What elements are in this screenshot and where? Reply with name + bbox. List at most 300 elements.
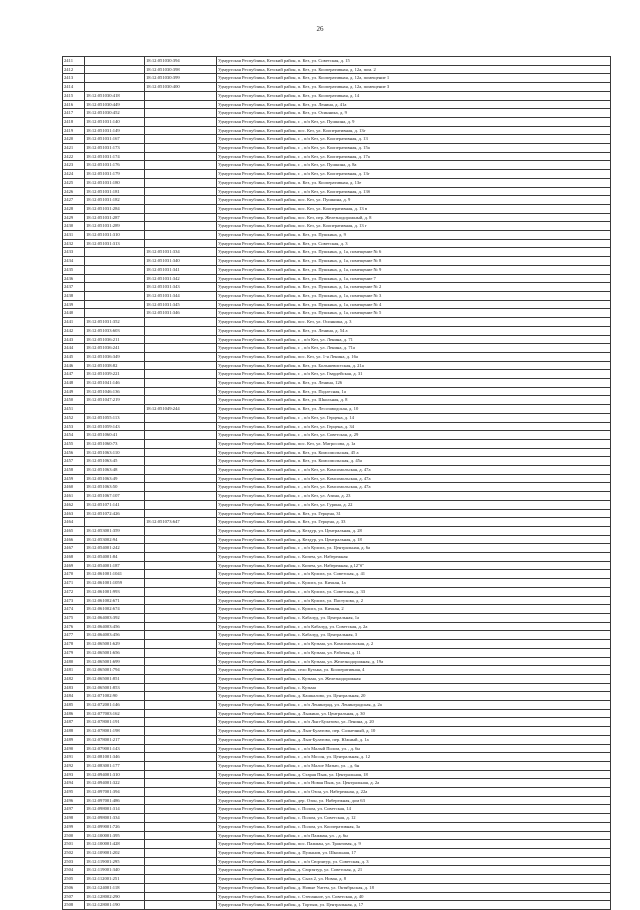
land-cadastral-cell: 18:12:051063:45 (85, 457, 145, 466)
land-cadastral-cell: 18:12:051031:167 (85, 135, 145, 144)
table-row (63, 814, 611, 823)
address-cell: Удмуртская Республика, Кезский район, с. Полом, ул. Советская, 14 (217, 805, 611, 814)
land-cadastral-cell: 18:12:072001:146 (85, 701, 145, 710)
table-row (63, 866, 611, 875)
row-number-cell: 2470 (63, 570, 85, 579)
land-cadastral-cell: 18:12:061001:1059 (85, 579, 145, 588)
address-cell: Удмуртская Республика, Кезский район, г. , п/п Кез, ул. Ленина, д. 71 (217, 335, 611, 344)
land-cadastral-cell: 18:12:051039:221 (85, 370, 145, 379)
row-number-cell: 2487 (63, 718, 85, 727)
row-number-cell: 2476 (63, 622, 85, 631)
address-cell: Удмуртская Республика, Кезский район, пос. Кез, ул. Кооперативная, д. 13 в (217, 204, 611, 213)
row-number-cell: 2456 (63, 448, 85, 457)
object-cadastral-cell (145, 587, 217, 596)
object-cadastral-cell (145, 457, 217, 466)
address-cell: Удмуртская Республика, Кезский район, п. Кез, ул. Кооперативная, д. 12а, пом. 2 (217, 65, 611, 74)
row-number-cell: 2419 (63, 126, 85, 135)
table-row (63, 840, 611, 849)
table-row (63, 770, 611, 779)
table-row (63, 74, 611, 83)
table-row (63, 553, 611, 562)
table-row (63, 657, 611, 666)
land-cadastral-cell: 18:12:079001:143 (85, 744, 145, 753)
table-row (63, 413, 611, 422)
row-number-cell: 2441 (63, 318, 85, 327)
land-cadastral-cell: 18:12:051031:180 (85, 178, 145, 187)
row-number-cell: 2462 (63, 500, 85, 509)
object-cadastral-cell (145, 857, 217, 866)
address-cell: Удмуртская Республика, Кезский район, г. , п/п Ленинград, ул. Ленинградская, д. 2а (217, 701, 611, 710)
land-cadastral-cell (85, 83, 145, 92)
land-cadastral-cell (85, 300, 145, 309)
address-cell: Удмуртская Республика, Кезский район, г. , п/п Кез, ул. Комсомольская, д. 47а (217, 474, 611, 483)
row-number-cell: 2422 (63, 152, 85, 161)
object-cadastral-cell (145, 553, 217, 562)
object-cadastral-cell (145, 431, 217, 440)
land-cadastral-cell: 18:12:064003:456 (85, 631, 145, 640)
row-number-cell: 2444 (63, 344, 85, 353)
address-cell: Удмуртская Республика, Кезский район, д. Сыга 2, ул. Новая, д. 8 (217, 875, 611, 884)
object-cadastral-cell (145, 770, 217, 779)
land-cadastral-cell: 18:12:100001:428 (85, 840, 145, 849)
table-row (63, 135, 611, 144)
row-number-cell: 2421 (63, 144, 85, 153)
land-cadastral-cell: 18:12:051047:219 (85, 396, 145, 405)
land-cadastral-cell: 18:12:098001:334 (85, 814, 145, 823)
land-cadastral-cell: 18:12:097001:486 (85, 796, 145, 805)
object-cadastral-cell (145, 222, 217, 231)
table-row (63, 648, 611, 657)
table-row (63, 379, 611, 388)
table-row (63, 701, 611, 710)
table-row (63, 91, 611, 100)
land-cadastral-cell: 18:12:051031:149 (85, 126, 145, 135)
row-number-cell: 2459 (63, 474, 85, 483)
address-cell: Удмуртская Республика, Кезский район, д. Лып-Булатово, пер. Солнечный, д. 10 (217, 727, 611, 736)
object-cadastral-cell: 18:12:051031:342 (145, 274, 217, 283)
address-cell: Удмуртская Республика, Кезский район, п. Кез, ул. Кооперативная, д. 12а, помещение 1 (217, 74, 611, 83)
table-row (63, 335, 611, 344)
land-cadastral-cell: 18:12:071002:90 (85, 692, 145, 701)
table-row (63, 822, 611, 831)
table-row (63, 396, 611, 405)
address-cell: Удмуртская Республика, Кезский район, г. , п/п Сюрзятур, ул. Советская, д. 3 (217, 857, 611, 866)
table-row (63, 875, 611, 884)
address-cell: Удмуртская Республика, Кезский район, г. , п/п Кез, ул. Пушкина, д. 8а (217, 161, 611, 170)
address-cell: Удмуртская Республика, Кезский район, п. Кез, ул. Пушкина, д. 1а, помещение № 5 (217, 309, 611, 318)
object-cadastral-cell (145, 213, 217, 222)
address-cell: Удмуртская Республика, Кезский район, г. , п/п Кабалуд, ул. Советская, д. 2а (217, 622, 611, 631)
row-number-cell: 2424 (63, 170, 85, 179)
address-cell: Удмуртская Республика, Кезский район, г. , п/п Кулига, ул. Пастухова, д. 2 (217, 596, 611, 605)
row-number-cell: 2449 (63, 387, 85, 396)
object-cadastral-cell: 18:12:051030:394 (145, 57, 217, 66)
land-cadastral-cell: 18:12:051031:182 (85, 196, 145, 205)
table-row (63, 683, 611, 692)
object-cadastral-cell (145, 718, 217, 727)
row-number-cell: 2461 (63, 492, 85, 501)
row-number-cell: 2427 (63, 196, 85, 205)
address-cell: Удмуртская Республика, Кезский район, п. Кез, ул. Пушкина, д. 1а, помещение 7 (217, 274, 611, 283)
row-number-cell: 2492 (63, 761, 85, 770)
address-cell: Удмуртская Республика, Кезский район, п. Кез, ул. Большевистская, д. 21а (217, 361, 611, 370)
row-number-cell: 2445 (63, 352, 85, 361)
land-cadastral-cell: 18:12:051063:48 (85, 466, 145, 475)
land-cadastral-cell: 18:12:051033:603 (85, 326, 145, 335)
address-cell: Удмуртская Республика, Кезский район, г. , п/п Малое Мазью, ул. , д. 6н (217, 761, 611, 770)
table-row (63, 126, 611, 135)
table-row (63, 117, 611, 126)
object-cadastral-cell (145, 848, 217, 857)
land-cadastral-cell: 18:12:094001:310 (85, 770, 145, 779)
object-cadastral-cell (145, 596, 217, 605)
table-row (63, 622, 611, 631)
object-cadastral-cell (145, 161, 217, 170)
row-number-cell: 2446 (63, 361, 85, 370)
object-cadastral-cell (145, 631, 217, 640)
land-cadastral-cell: 18:12:061002:674 (85, 605, 145, 614)
address-cell: Удмуртская Республика, Кезский район, г. , п/п Кез, ул. Ленина, д. 71а (217, 344, 611, 353)
address-cell: Удмуртская Республика, Кезский район, пос. Кез, ул. Пушкина, д. 9 (217, 196, 611, 205)
object-cadastral-cell (145, 370, 217, 379)
row-number-cell: 2496 (63, 796, 85, 805)
address-cell: Удмуртская Республика, Кезский район, п. Кез, ул. Пушкина, д. 1а, помещение № 6 (217, 248, 611, 257)
row-number-cell: 2435 (63, 265, 85, 274)
table-row (63, 187, 611, 196)
object-cadastral-cell: 18:12:051031:346 (145, 309, 217, 318)
land-cadastral-cell: 18:12:051071:141 (85, 500, 145, 509)
table-row (63, 692, 611, 701)
row-number-cell: 2500 (63, 831, 85, 840)
object-cadastral-cell (145, 439, 217, 448)
address-cell: Удмуртская Республика, Кезский район, с. Кулига, ул. Кичкан, 1а (217, 579, 611, 588)
land-cadastral-cell: 18:12:051031:310 (85, 231, 145, 240)
row-number-cell: 2471 (63, 579, 85, 588)
table-row (63, 57, 611, 66)
table-row (63, 318, 611, 327)
object-cadastral-cell (145, 822, 217, 831)
land-cadastral-cell (85, 291, 145, 300)
land-cadastral-cell: 18:12:051063:110 (85, 448, 145, 457)
land-cadastral-cell: 18:12:051030:418 (85, 91, 145, 100)
object-cadastral-cell (145, 657, 217, 666)
table-row (63, 65, 611, 74)
row-number-cell: 2460 (63, 483, 85, 492)
object-cadastral-cell (145, 204, 217, 213)
object-cadastral-cell (145, 579, 217, 588)
land-cadastral-cell: 18:12:051063:49 (85, 474, 145, 483)
land-cadastral-cell (85, 65, 145, 74)
object-cadastral-cell (145, 335, 217, 344)
table-row (63, 561, 611, 570)
table-row (63, 257, 611, 266)
table-row (63, 344, 611, 353)
object-cadastral-cell: 18:12:051031:344 (145, 291, 217, 300)
address-cell: Удмуртская Республика, Кезский район, г. , п/п Кез, ул. Кооперативная, д. 13г (217, 170, 611, 179)
object-cadastral-cell: 18:12:051031:334 (145, 248, 217, 257)
land-cadastral-cell: 18:12:054001:187 (85, 561, 145, 570)
land-cadastral-cell: 18:12:078001:198 (85, 727, 145, 736)
address-cell: Удмуртская Республика, Кезский район, г. , п/п Кез, ул. Кооперативная, д. 13 (217, 135, 611, 144)
object-cadastral-cell (145, 170, 217, 179)
address-cell: Удмуртская Республика, Кезский район, д. Лып-Булатово, пер. Южный, д. 1а (217, 735, 611, 744)
object-cadastral-cell (145, 640, 217, 649)
row-number-cell: 2432 (63, 239, 85, 248)
land-cadastral-cell: 18:12:065001:851 (85, 674, 145, 683)
table-row (63, 291, 611, 300)
land-cadastral-cell: 18:12:078001:191 (85, 718, 145, 727)
row-number-cell: 2439 (63, 300, 85, 309)
row-number-cell: 2508 (63, 901, 85, 910)
row-number-cell: 2442 (63, 326, 85, 335)
row-number-cell: 2466 (63, 535, 85, 544)
address-cell: Удмуртская Республика, Кезский район, г. , п/п Кузьма, ул. Рабочая, д. 11 (217, 648, 611, 657)
address-cell: Удмуртская Республика, Кезский район, пос. Кез, ул. Матросова, д. 1а (217, 439, 611, 448)
row-number-cell: 2490 (63, 744, 85, 753)
row-number-cell: 2467 (63, 544, 85, 553)
object-cadastral-cell (145, 831, 217, 840)
object-cadastral-cell (145, 144, 217, 153)
land-cadastral-cell: 18:12:065001:629 (85, 640, 145, 649)
address-cell: Удмуртская Республика, Кезский район, п. Кез, ул. Пушкина, д. 1а, помещение № 8 (217, 257, 611, 266)
object-cadastral-cell (145, 814, 217, 823)
row-number-cell: 2504 (63, 866, 85, 875)
land-cadastral-cell: 18:12:051060:41 (85, 431, 145, 440)
address-cell: Удмуртская Республика, Кезский район, с. Кичем, ул. Набережная (217, 553, 611, 562)
row-number-cell: 2485 (63, 701, 85, 710)
row-number-cell: 2429 (63, 213, 85, 222)
row-number-cell: 2426 (63, 187, 85, 196)
row-number-cell: 2411 (63, 57, 85, 66)
object-cadastral-cell (145, 422, 217, 431)
land-cadastral-cell: 18:12:077003:162 (85, 709, 145, 718)
address-cell: Удмуртская Республика, Кезский район, г. , п/п Мосон, ул. Центральная, д. 12 (217, 753, 611, 762)
address-cell: Удмуртская Республика, Кезский район, г. , п/п Новая Пыж, ул. Центральная, д. 2а (217, 779, 611, 788)
land-cadastral-cell: 18:12:051030:449 (85, 100, 145, 109)
address-cell: Удмуртская Республика, Кезский район, г. , п/п Озон, ул. Набережная, д. 22а (217, 788, 611, 797)
table-row (63, 544, 611, 553)
object-cadastral-cell (145, 178, 217, 187)
land-cadastral-cell: 18:12:097001:394 (85, 788, 145, 797)
row-number-cell: 2420 (63, 135, 85, 144)
table-row (63, 204, 611, 213)
land-cadastral-cell: 18:12:051031:313 (85, 239, 145, 248)
table-row (63, 300, 611, 309)
land-cadastral-cell: 18:12:065001:794 (85, 666, 145, 675)
table-row (63, 735, 611, 744)
table-row (63, 144, 611, 153)
object-cadastral-cell (145, 761, 217, 770)
row-number-cell: 2493 (63, 770, 85, 779)
land-cadastral-cell: 18:12:109001:202 (85, 848, 145, 857)
address-cell: Удмуртская Республика, Кезский район, д. Сюрзятур, ул. Советская, д. 21 (217, 866, 611, 875)
table-row (63, 579, 611, 588)
object-cadastral-cell (145, 753, 217, 762)
land-cadastral-cell: 18:12:051063:50 (85, 483, 145, 492)
land-cadastral-cell: 18:12:051046:136 (85, 387, 145, 396)
row-number-cell: 2431 (63, 231, 85, 240)
table-row (63, 631, 611, 640)
table-row (63, 596, 611, 605)
address-cell: Удмуртская Республика, Кезский район, г. , п/п Кез, ул. Пушкина, д. 9 (217, 117, 611, 126)
row-number-cell: 2443 (63, 335, 85, 344)
land-cadastral-cell (85, 405, 145, 414)
address-cell: Удмуртская Республика, Кезский район, г. , п/п Кез, ул. Герцена, д. 14 (217, 413, 611, 422)
land-cadastral-cell: 18:12:083001:177 (85, 761, 145, 770)
row-number-cell: 2465 (63, 526, 85, 535)
table-row (63, 831, 611, 840)
table-row (63, 100, 611, 109)
address-cell: Удмуртская Республика, Кезский район, с. Полом, ул. Советская, д. 12 (217, 814, 611, 823)
address-cell: Удмуртская Республика, Кезский район, пос. Пажман, ул. Трактовая, д. 9 (217, 840, 611, 849)
land-cadastral-cell: 18:12:051055:113 (85, 413, 145, 422)
address-cell: Удмуртская Республика, Кезский район, пос. Кез, ул. Кооперативная, д. 13 г (217, 222, 611, 231)
row-number-cell: 2447 (63, 370, 85, 379)
object-cadastral-cell (145, 701, 217, 710)
object-cadastral-cell (145, 683, 217, 692)
row-number-cell: 2448 (63, 379, 85, 388)
row-number-cell: 2463 (63, 509, 85, 518)
table-row (63, 674, 611, 683)
table-row (63, 535, 611, 544)
address-cell: Удмуртская Республика, Кезский район, п. Кез, ул. Герцена, д. 33 (217, 518, 611, 527)
address-cell: Удмуртская Республика, Кезский район, г. , п/п Кез, ул. Гурина, д. 22 (217, 500, 611, 509)
address-cell: Удмуртская Республика, Кезский район, п. Кез, ул. Советская, д. 15 (217, 57, 611, 66)
table-row (63, 509, 611, 518)
row-number-cell: 2507 (63, 892, 85, 901)
object-cadastral-cell (145, 448, 217, 457)
land-cadastral-cell: 18:12:064003:392 (85, 614, 145, 623)
table-row (63, 570, 611, 579)
table-row (63, 466, 611, 475)
row-number-cell: 2469 (63, 561, 85, 570)
address-cell: Удмуртская Республика, Кезский район, п. Кез, ул. Ленина, 126 (217, 379, 611, 388)
object-cadastral-cell (145, 492, 217, 501)
object-cadastral-cell (145, 735, 217, 744)
object-cadastral-cell (145, 135, 217, 144)
object-cadastral-cell (145, 413, 217, 422)
object-cadastral-cell (145, 100, 217, 109)
address-cell: Удмуртская Республика, Кезский район, п. Кез, ул. Пушкина, д. 1а, помещение № 9 (217, 265, 611, 274)
table-row (63, 405, 611, 414)
row-number-cell: 2452 (63, 413, 85, 422)
address-cell: Удмуртская Республика, Кезский район, п. Кез, ул. Пушкина, д. 9 (217, 231, 611, 240)
table-row (63, 901, 611, 910)
object-cadastral-cell (145, 805, 217, 814)
address-cell: Удмуртская Республика, Кезский район, п. Кез, ул. Школьная, д. 8 (217, 396, 611, 405)
table-row (63, 248, 611, 257)
table-row (63, 483, 611, 492)
register-body (63, 57, 611, 910)
address-cell: Удмуртская Республика, Кезский район, дер. Озон, ул. Набережная, дом 63 (217, 796, 611, 805)
row-number-cell: 2491 (63, 753, 85, 762)
table-row (63, 326, 611, 335)
object-cadastral-cell (145, 152, 217, 161)
land-cadastral-cell: 18:12:119001:340 (85, 866, 145, 875)
land-cadastral-cell: 18:12:051041:146 (85, 379, 145, 388)
object-cadastral-cell (145, 561, 217, 570)
table-row (63, 518, 611, 527)
address-cell: Удмуртская Республика, Кезский район, г. , п/п Кез, ул. Азина, д. 23 (217, 492, 611, 501)
address-cell: Удмуртская Республика, Кезский район, г. , п/п Кузьма, ул. Комсомольская, д. 2 (217, 640, 611, 649)
table-row (63, 196, 611, 205)
row-number-cell: 2430 (63, 222, 85, 231)
address-cell: Удмуртская Республика, Кезский район, г. , п/п Кез, ул. Кооперативная, д. 15а (217, 144, 611, 153)
table-row (63, 796, 611, 805)
row-number-cell: 2498 (63, 814, 85, 823)
object-cadastral-cell (145, 709, 217, 718)
row-number-cell: 2440 (63, 309, 85, 318)
table-row (63, 178, 611, 187)
row-number-cell: 2477 (63, 631, 85, 640)
table-row (63, 883, 611, 892)
address-cell: Удмуртская Республика, Кезский район, п. Кез, ул. Кооперативная, д. 12а, помещение 3 (217, 83, 611, 92)
row-number-cell: 2501 (63, 840, 85, 849)
table-row (63, 492, 611, 501)
object-cadastral-cell: 18:12:051031:341 (145, 265, 217, 274)
row-number-cell: 2412 (63, 65, 85, 74)
object-cadastral-cell (145, 544, 217, 553)
address-cell: Удмуртская Республика, Кезский район, д. Пулынов, ул. Школьная, 17 (217, 848, 611, 857)
row-number-cell: 2451 (63, 405, 85, 414)
table-row (63, 587, 611, 596)
table-row (63, 161, 611, 170)
land-cadastral-cell: 18:12:119001:295 (85, 857, 145, 866)
table-row (63, 309, 611, 318)
row-number-cell: 2488 (63, 727, 85, 736)
object-cadastral-cell: 18:12:051031:340 (145, 257, 217, 266)
object-cadastral-cell: 18:12:051031:343 (145, 283, 217, 292)
table-row (63, 892, 611, 901)
land-cadastral-cell (85, 274, 145, 283)
land-cadastral-cell: 18:12:051031:140 (85, 117, 145, 126)
table-row (63, 727, 611, 736)
object-cadastral-cell (145, 318, 217, 327)
object-cadastral-cell: 18:12:051073:647 (145, 518, 217, 527)
address-cell: Удмуртская Республика, Кезский район, пос. Кез, ул. Кооперативная, д. 13г (217, 126, 611, 135)
land-cadastral-cell: 18:12:051031:287 (85, 213, 145, 222)
row-number-cell: 2428 (63, 204, 85, 213)
object-cadastral-cell (145, 605, 217, 614)
table-row (63, 222, 611, 231)
object-cadastral-cell (145, 126, 217, 135)
row-number-cell: 2505 (63, 875, 85, 884)
address-cell: Удмуртская Республика, Кезский район, г. , п/п Кулига, ул. Советская, д. 41 (217, 570, 611, 579)
land-cadastral-cell (85, 248, 145, 257)
address-cell: Удмуртская Республика, Кезский район, г. , п/п Малый Полом, ул. , д. 6н (217, 744, 611, 753)
object-cadastral-cell (145, 379, 217, 388)
table-row (63, 283, 611, 292)
land-cadastral-cell (85, 57, 145, 66)
table-row (63, 439, 611, 448)
object-cadastral-cell (145, 361, 217, 370)
land-cadastral-cell: 18:12:051031:181 (85, 187, 145, 196)
row-number-cell: 2425 (63, 178, 85, 187)
land-cadastral-cell: 18:12:065001:656 (85, 648, 145, 657)
land-cadastral-cell: 18:12:051031:179 (85, 170, 145, 179)
address-cell: Удмуртская Республика, Кезский район, д. Кездур, ул. Центральная, д. 28 (217, 526, 611, 535)
row-number-cell: 2415 (63, 91, 85, 100)
object-cadastral-cell (145, 788, 217, 797)
land-cadastral-cell: 18:12:051031:173 (85, 144, 145, 153)
row-number-cell: 2454 (63, 431, 85, 440)
row-number-cell: 2480 (63, 657, 85, 666)
row-number-cell: 2433 (63, 248, 85, 257)
row-number-cell: 2486 (63, 709, 85, 718)
row-number-cell: 2506 (63, 883, 85, 892)
land-cadastral-cell: 18:12:053002:94 (85, 535, 145, 544)
table-row (63, 709, 611, 718)
